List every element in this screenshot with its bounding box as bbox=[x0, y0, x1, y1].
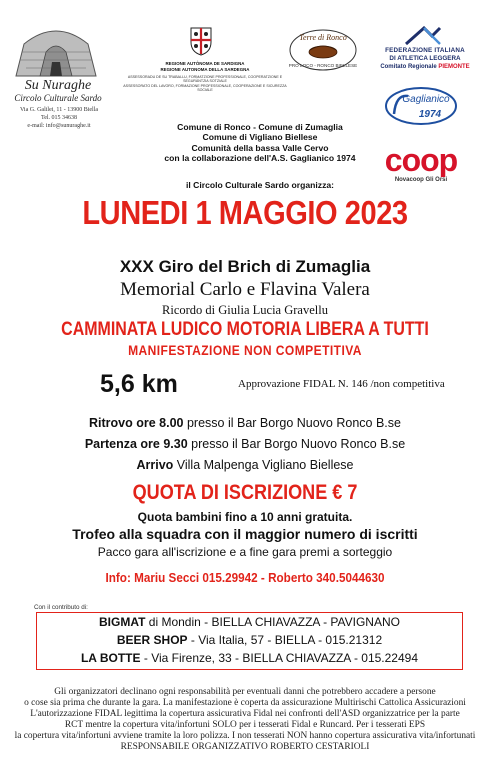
sardegna-emblem-icon bbox=[188, 26, 214, 56]
arrivo-text: Villa Malpenga Vigliano Biellese bbox=[173, 458, 354, 472]
sardegna-assessorato bbox=[116, 75, 294, 93]
assessorato-sardinian: ASSESSORADU DE SU TRABALLU, FORMATZIONE PROFESSIONALE, COOPERATZIONE E SEGURÀNTZIA SOTZIALE bbox=[127, 75, 283, 84]
distance: 5,6 km bbox=[100, 370, 178, 398]
pacco-gara-line: Pacco gara all'iscrizione e a fine gara premi a sorteggio bbox=[97, 545, 393, 559]
nuraghe-info bbox=[4, 106, 114, 130]
non-competitiva-banner: MANIFESTAZIONE NON COMPETITIVA bbox=[128, 342, 362, 358]
arrivo-line bbox=[0, 458, 490, 472]
ricordo-line: Ricordo di Giulia Lucia Gravellu bbox=[162, 303, 328, 317]
fidal-comitato bbox=[370, 64, 480, 70]
fidal-comitato-label: Comitato Regionale bbox=[380, 64, 439, 70]
coop-logo bbox=[384, 143, 458, 177]
fidal-logo-icon bbox=[402, 26, 444, 46]
nuraghe-subtitle: Circolo Culturale Sardo bbox=[14, 93, 102, 103]
coop-brand: coop bbox=[384, 143, 458, 177]
gaglianico-year: 1974 bbox=[418, 109, 442, 120]
fidal-line1: FEDERAZIONE ITALIANA bbox=[385, 47, 465, 54]
sponsor-name: LA BOTTE bbox=[80, 651, 141, 665]
sponsor-details: di Mondin - BIELLA CHIAVAZZA - PAVIGNANO bbox=[145, 615, 400, 629]
memorial-title: Memorial Carlo e Flavina Valera bbox=[120, 279, 370, 300]
fidal-line2: DI ATLETICA LEGGERA bbox=[389, 55, 461, 62]
arrivo-label: Arrivo bbox=[136, 458, 174, 472]
disclaimer-line: Gli organizzatori declinano ogni responsabilità per eventuali danni che potrebbero accadere a persone bbox=[54, 687, 436, 697]
gaglianico-logo bbox=[384, 86, 458, 126]
partenza-text: presso il Bar Borgo Nuovo Ronco B.se bbox=[187, 437, 406, 451]
sponsor-bigmat bbox=[36, 615, 463, 629]
disclaimer-line: RCT mentre la copertura vita/infortuni SOLO per i tesserati Fidal e Runcard. Per i tesserati EPS bbox=[64, 720, 426, 730]
disclaimer-line: RESPONSABILE ORGANIZZATIVO ROBERTO CESTARIOLI bbox=[120, 742, 370, 752]
comuni-line: Comune di Ronco - Comune di Zumaglia bbox=[177, 122, 343, 132]
ritrovo-line bbox=[0, 416, 490, 430]
sponsor-name: BEER SHOP bbox=[116, 633, 188, 647]
assessorato-italian: ASSESSORATO DEL LAVORO, FORMAZIONE PROFESSIONALE, COOPERAZIONE E SICUREZZA SOCIALE bbox=[123, 83, 287, 93]
terre-name: Terre di Ronco bbox=[299, 33, 347, 42]
fidal-region: PIEMONTE bbox=[438, 64, 470, 70]
contributo-label: Con il contributo di: bbox=[34, 604, 88, 611]
ritrovo-text: presso il Bar Borgo Nuovo Ronco B.se bbox=[183, 416, 401, 430]
partenza-line bbox=[0, 437, 490, 451]
nuraghe-email: e-mail: info@sunuraghe.it bbox=[27, 123, 91, 129]
comuni-line: Comunità della bassa Valle Cervo bbox=[191, 142, 329, 153]
disclaimer-line: la copertura vita/infortuni avviene tramite la loro polizza. I non tesserati NON hanno copertura assicurativa vita/infortunati bbox=[14, 731, 476, 741]
nuraghe-address: Via G. Galilei, 11 - 13900 Biella bbox=[19, 107, 99, 113]
terre-subtitle: PRO LOCO - RONCO BIELLESE bbox=[288, 63, 358, 68]
quota-iscrizione: QUOTA DI ISCRIZIONE € 7 bbox=[132, 481, 358, 504]
disclaimer-line: L'autorizzazione FIDAL legittima la copertura assicurativa Fidal nei confronti dell'ASD organizzatrice per la parte bbox=[30, 709, 460, 719]
disclaimer-line: o cose sia prima che durante la gara. La manifestazione è coperta da assicurazione Multirischi Cattolica Assicurazioni bbox=[24, 698, 466, 708]
coop-subtitle: Novacoop Gli Orsi bbox=[394, 177, 448, 183]
sponsor-name: BIGMAT bbox=[99, 615, 146, 629]
nuraghe-phone: Tel. 015 34638 bbox=[40, 115, 78, 121]
comuni-block bbox=[140, 122, 380, 164]
nuraghe-name: Su Nuraghe bbox=[24, 78, 92, 93]
event-date-headline: LUNEDI 1 MAGGIO 2023 bbox=[82, 194, 408, 231]
sardegna-name-italian: REGIONE AUTONOMA DELLA SARDEGNA bbox=[160, 67, 250, 72]
quota-bambini: Quota bambini fino a 10 anni gratuita. bbox=[137, 510, 353, 524]
organizza-line: il Circolo Culturale Sardo organizza: bbox=[185, 180, 335, 190]
sponsor-beer-shop bbox=[36, 633, 463, 647]
sardegna-name-sardinian: REGIONE AUTÒNOMA DE SARDIGNA bbox=[165, 61, 245, 66]
gaglianico-name: Gaglianico bbox=[402, 94, 450, 105]
trofeo-line: Trofeo alla squadra con il maggior numero di iscritti bbox=[72, 526, 418, 542]
ritrovo-label: Ritrovo ore 8.00 bbox=[89, 416, 184, 430]
partenza-label: Partenza ore 9.30 bbox=[84, 437, 188, 451]
disclaimer-block bbox=[4, 687, 486, 753]
sponsor-details: - Via Italia, 57 - BIELLA - 015.21312 bbox=[187, 633, 383, 647]
sponsor-details: - Via Firenze, 33 - BIELLA CHIAVAZZA - 015.22494 bbox=[140, 651, 419, 665]
event-title: XXX Giro del Brich di Zumaglia bbox=[119, 257, 371, 276]
sponsor-la-botte bbox=[36, 651, 463, 665]
comuni-line: con la collaborazione dell'A.S. Gaglianico 1974 bbox=[164, 153, 356, 164]
info-contacts: Info: Mariu Secci 015.29942 - Roberto 340.5044630 bbox=[105, 570, 385, 585]
nuraghe-tower-icon bbox=[10, 14, 102, 78]
fidal-approval: Approvazione FIDAL N. 146 /non competitiva bbox=[238, 378, 445, 390]
camminata-banner: CAMMINATA LUDICO MOTORIA LIBERA A TUTTI bbox=[61, 319, 429, 340]
comuni-line: Comune di Vigliano Biellese bbox=[202, 132, 318, 143]
